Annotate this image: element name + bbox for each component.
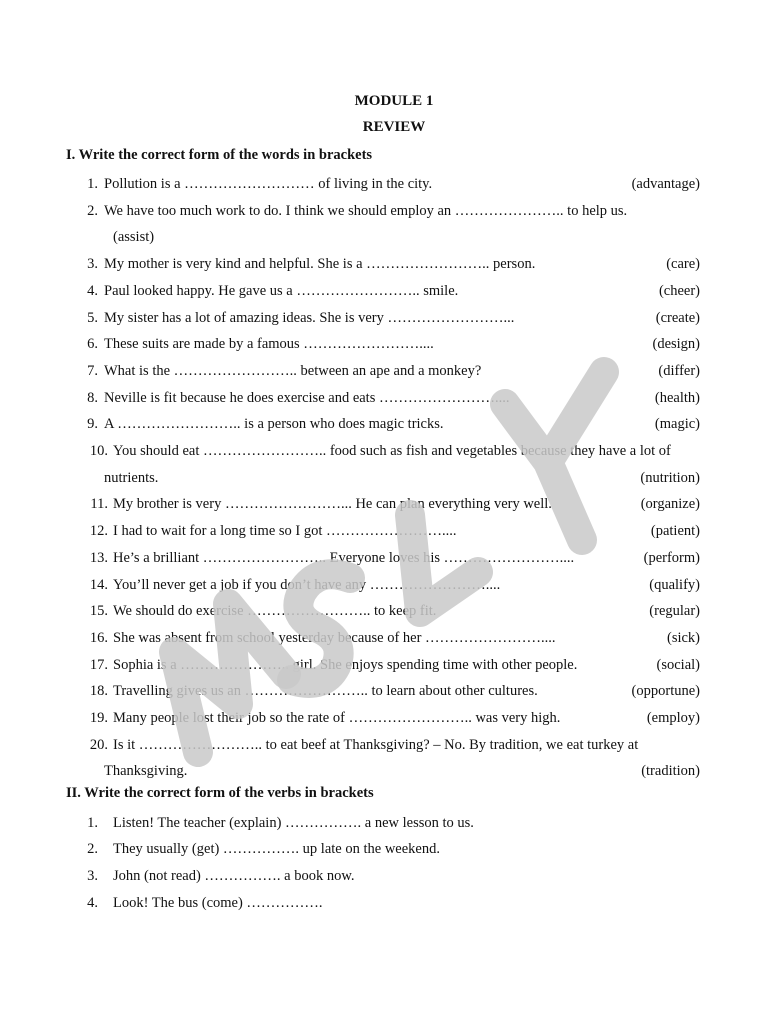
item-number: 4. [87, 282, 98, 299]
word-hint: (magic) [654, 416, 700, 433]
exercise-item [0, 414, 768, 434]
item-sentence: My brother is very ……………………... He can plan everything very well. [113, 496, 552, 513]
exercise-item [0, 334, 768, 354]
item-sentence: Pollution is a ……………………… of living in the city. [104, 176, 433, 192]
item-number: 11. [90, 496, 108, 513]
item-number: 1. [87, 176, 98, 192]
item-sentence: I had to wait for a long time so I got …………………….... [113, 523, 457, 540]
item-sentence: Neville is fit because he does exercise and eats …………………….... [104, 389, 510, 406]
item-number: 19. [89, 710, 108, 726]
module-title: MODULE 1 [354, 93, 434, 109]
item-number: 6. [87, 336, 98, 353]
word-hint: (patient) [650, 523, 700, 540]
exercise-item [0, 281, 768, 301]
item-sentence: We should do exercise …………………….. to keep fit. [113, 603, 437, 620]
exercise-item [0, 735, 768, 755]
item-number: 15. [89, 603, 108, 620]
item-number: 13. [89, 549, 108, 566]
item-number: 7. [87, 362, 98, 379]
exercise-item [0, 575, 768, 595]
item-sentence: They usually (get) ……………. up late on the weekend. [113, 841, 440, 858]
exercise-item [0, 441, 768, 461]
word-hint: (advantage) [631, 176, 700, 192]
exercise-item [0, 361, 768, 381]
word-hint: (perform) [643, 549, 700, 566]
item-continuation: nutrients. [104, 469, 159, 486]
exercise-item [0, 601, 768, 621]
item-sentence: What is the …………………….. between an ape and a monkey? [104, 362, 482, 379]
item-number: 14. [89, 576, 108, 593]
item-sentence: John (not read) ……………. a book now. [113, 868, 355, 885]
exercise-item [0, 708, 768, 728]
item-continuation: Thanksgiving. [104, 763, 188, 780]
item-number: 2. [87, 841, 98, 858]
item-sentence: My mother is very kind and helpful. She is a …………………….. person. [104, 256, 536, 273]
exercise-item-continuation [0, 761, 768, 781]
item-number: 9. [87, 416, 98, 433]
item-number: 16. [89, 629, 108, 646]
item-sentence: My sister has a lot of amazing ideas. She is very ……………………... [104, 309, 515, 326]
item-sentence: She was absent from school yesterday because of her …………………….... [113, 629, 556, 646]
item-number: 12. [89, 523, 108, 540]
item-continuation: (assist) [113, 229, 155, 246]
word-hint: (opportune) [631, 683, 700, 700]
item-sentence: Paul looked happy. He gave us a …………………….. smile. [104, 282, 459, 299]
word-hint: (cheer) [658, 282, 700, 299]
item-sentence: Is it …………………….. to eat beef at Thanksgiving? – No. By tradition, we eat turkey at [113, 736, 639, 753]
item-sentence: Listen! The teacher (explain) ……………. a new lesson to us. [113, 814, 474, 831]
item-sentence: These suits are made by a famous …………………….... [104, 336, 434, 353]
item-sentence: Sophia is a ………………….. girl. She enjoys spending time with other people. [113, 656, 578, 673]
exercise-item [0, 655, 768, 675]
item-sentence: We have too much work to do. I think we should employ an ………………….. to help us. [104, 202, 628, 219]
item-number: 4. [87, 895, 98, 911]
exercise-item-continuation [0, 227, 768, 247]
word-hint: (organize) [640, 496, 700, 513]
item-sentence: He’s a brilliant …………………….. Everyone loves his …………………….... [113, 549, 575, 566]
verb-exercise-item [0, 813, 768, 833]
exercise-item [0, 494, 768, 514]
word-hint: (qualify) [649, 576, 700, 593]
exercise-item [0, 201, 768, 221]
item-number: 2. [87, 202, 98, 219]
word-hint: (employ) [646, 710, 700, 726]
item-sentence: You should eat …………………….. food such as fish and vegetables because they have a lot of [113, 443, 671, 459]
word-hint: (design) [652, 336, 700, 353]
item-number: 10. [89, 443, 108, 459]
verb-exercise-item [0, 839, 768, 859]
item-sentence: You’ll never get a job if you don’t have any …………………….... [113, 576, 501, 593]
exercise-item [0, 308, 768, 328]
exercise-item-continuation [0, 468, 768, 488]
item-number: 20. [89, 736, 108, 753]
section1-heading: I. Write the correct form of the words in brackets [66, 147, 373, 163]
section2-heading: II. Write the correct form of the verbs in brackets [66, 785, 374, 802]
item-sentence: Travelling gives us an …………………….. to learn about other cultures. [113, 683, 538, 700]
word-hint: (care) [666, 256, 700, 273]
item-number: 5. [87, 309, 98, 326]
item-sentence: A …………………….. is a person who does magic tricks. [104, 416, 444, 433]
item-number: 3. [87, 256, 98, 273]
word-hint: (regular) [649, 603, 700, 620]
item-number: 3. [87, 868, 98, 885]
word-hint: (create) [655, 309, 700, 326]
item-number: 18. [89, 683, 108, 700]
verb-exercise-item [0, 893, 768, 913]
exercise-item [0, 681, 768, 701]
item-number: 17. [89, 656, 108, 673]
exercise-item [0, 254, 768, 274]
verb-exercise-item [0, 866, 768, 886]
exercise-item [0, 388, 768, 408]
word-hint: (sick) [666, 629, 700, 646]
item-sentence: Look! The bus (come) ……………. [113, 895, 323, 911]
exercise-item [0, 174, 768, 194]
item-number: 1. [87, 814, 98, 831]
word-hint: (differ) [658, 362, 700, 379]
word-hint: (nutrition) [640, 469, 700, 486]
word-hint: (social) [656, 656, 700, 673]
exercise-item [0, 628, 768, 648]
item-number: 8. [87, 389, 98, 406]
item-sentence: Many people lost their job so the rate of …………………….. was very high. [113, 710, 561, 726]
review-subtitle: REVIEW [362, 119, 426, 135]
word-hint: (health) [654, 389, 700, 406]
word-hint: (tradition) [641, 763, 700, 780]
exercise-item [0, 521, 768, 541]
exercise-item [0, 548, 768, 568]
